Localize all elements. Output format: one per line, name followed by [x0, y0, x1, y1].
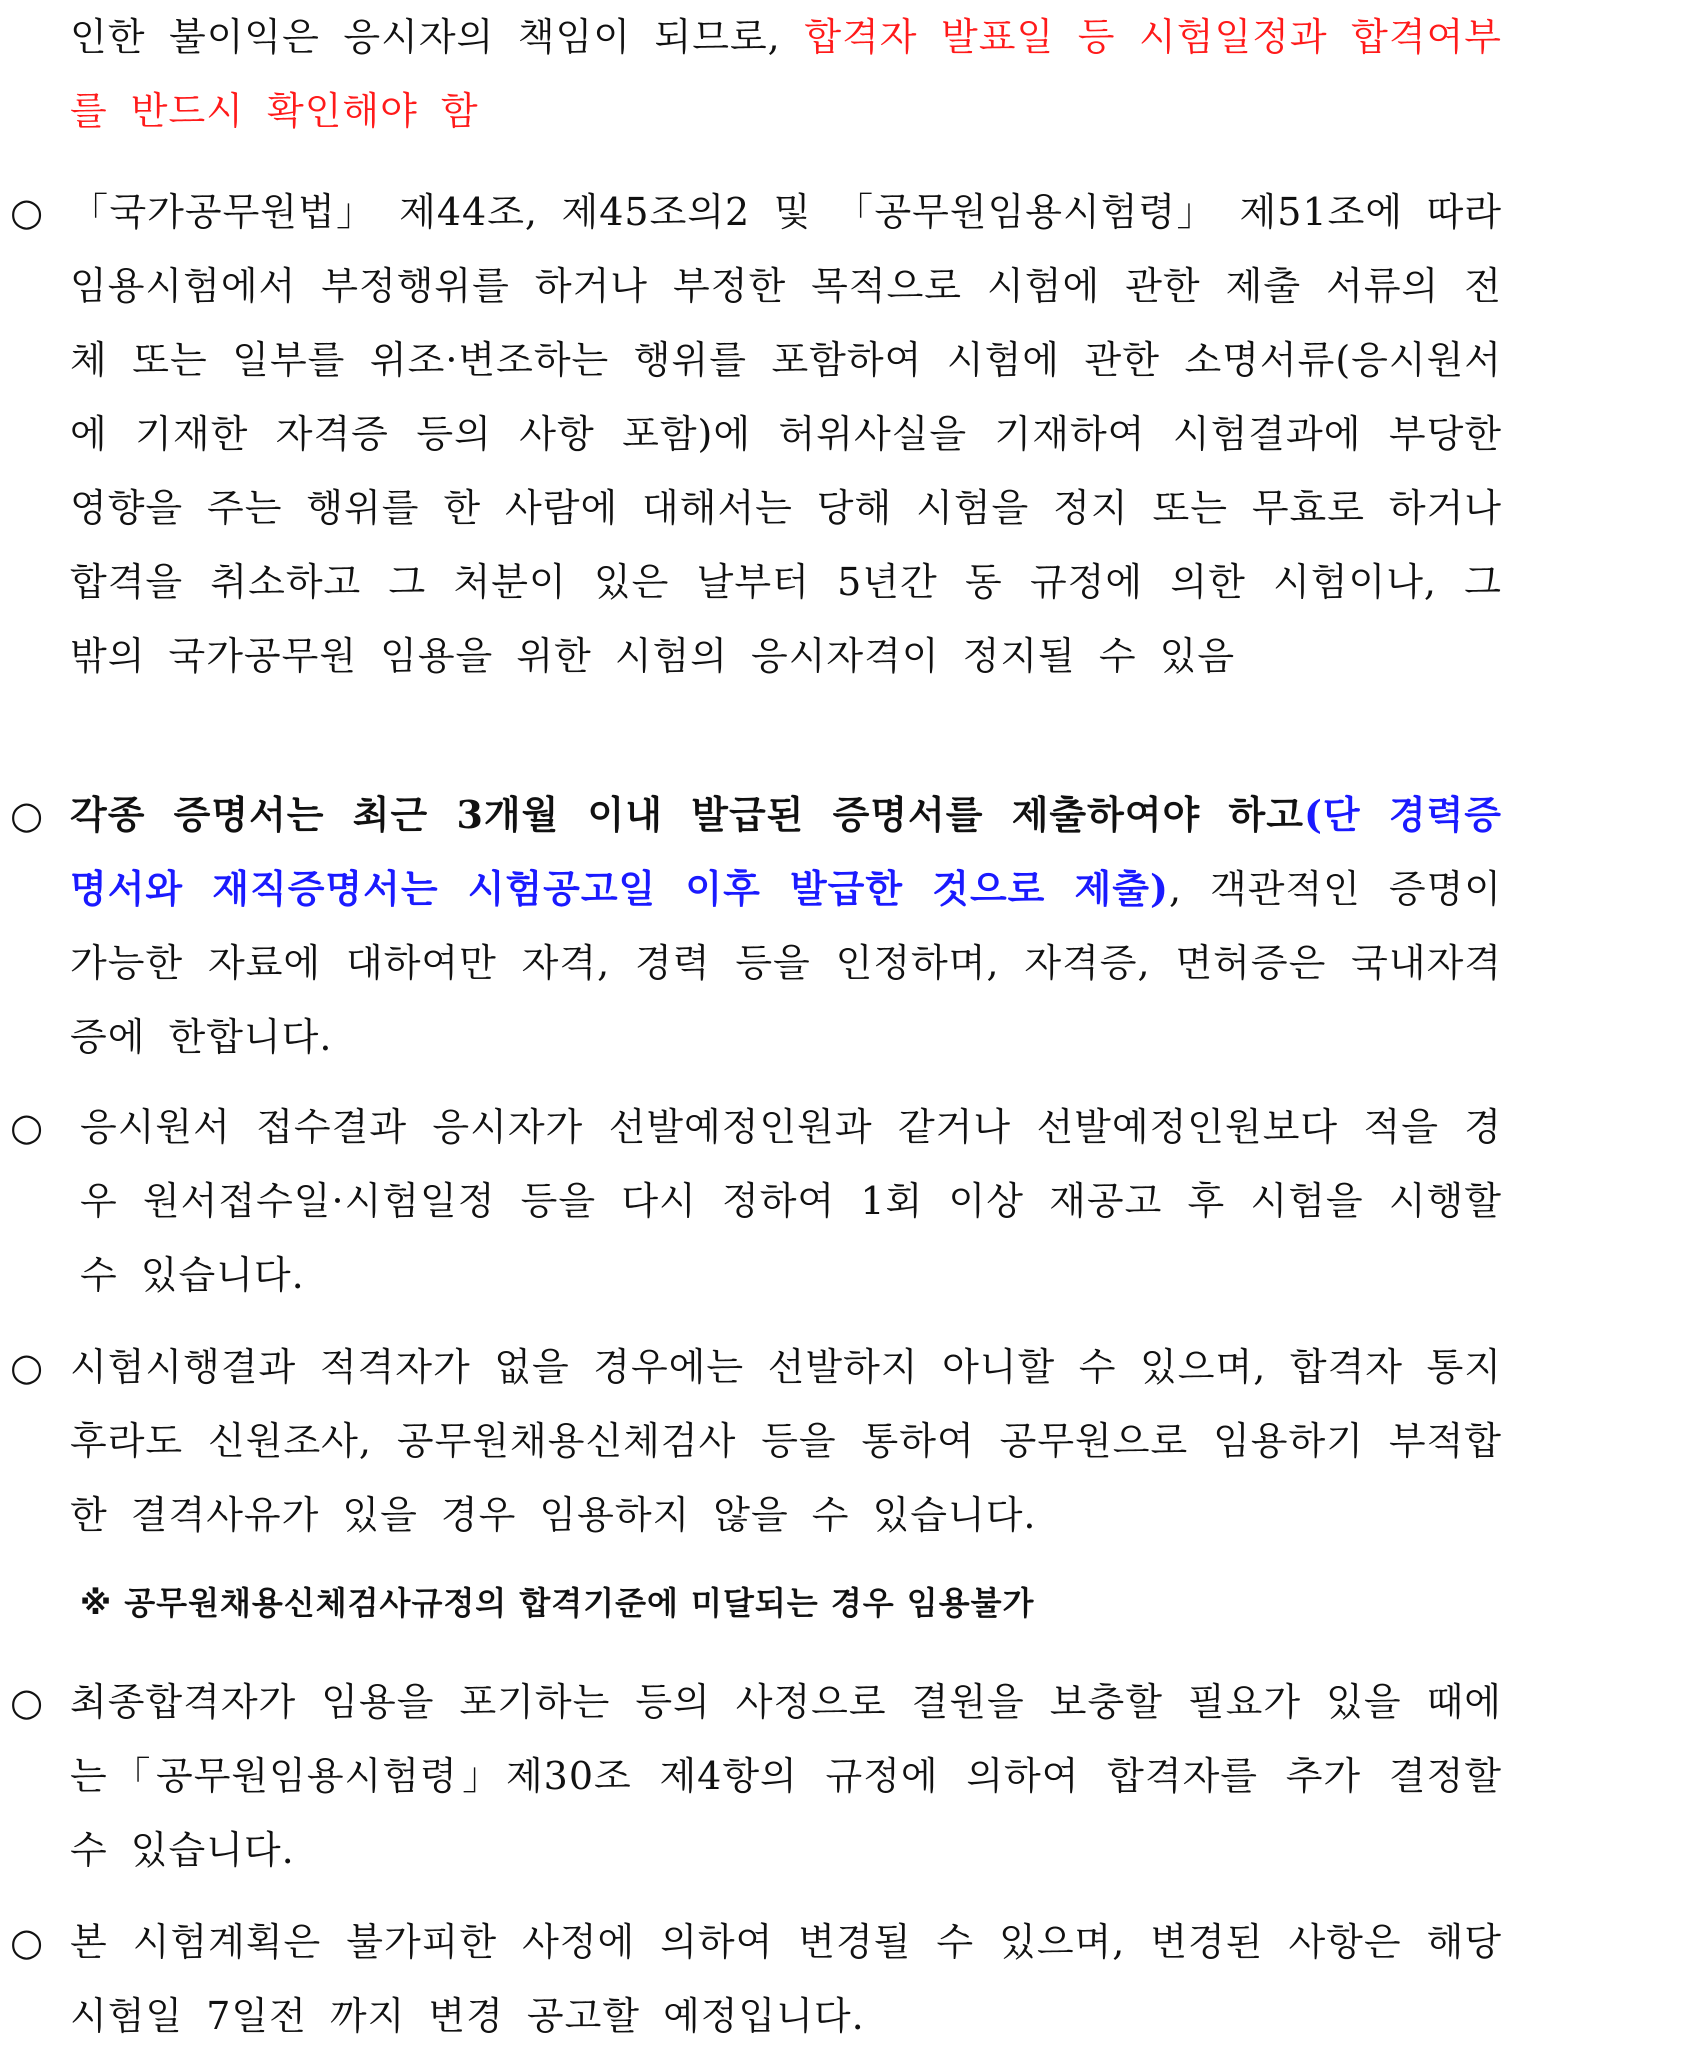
- continued-paragraph-text: [70, 0, 1502, 148]
- list-item-text: 시험시행결과 적격자가 없을 경우에는 선발하지 아니할 수 있으며, 합격자 통지 후라도 신원조사, 공무원채용신체검사 등을 통하여 공무원으로 임용하기 부적합한 결격사유가 있을 경우 임용하지 않을 수 있습니다.: [70, 1345, 1502, 1537]
- list-item-blue-text: (단 경력증명서와 재직증명서는 시험공고일 이후 발급한 것으로 제출): [70, 792, 1503, 911]
- continued-paragraph: [0, 0, 1502, 148]
- note-text: ※ 공무원채용신체검사규정의 합격기준에 미달되는 경우 임용불가: [80, 1584, 1035, 1622]
- list-item-text: 응시원서 접수결과 응시자가 선발예정인원과 같거나 선발예정인원보다 적을 경우 원서접수일·시험일정 등을 다시 정하여 1회 이상 재공고 후 시험을 시행할 수 있습니다.: [80, 1105, 1502, 1297]
- list-item-text: 「국가공무원법」 제44조, 제45조의2 및 「공무원임용시험령」 제51조에 따라 임용시험에서 부정행위를 하거나 부정한 목적으로 시험에 관한 제출 서류의 전체 또는 일부를 위조·변조하는 행위를 포함하여 시험에 관한 소명서류(응시원서에 기재한 자격증 등의 사항 포함)에 허위사실을 기재하여 시험결과에 부당한 영향을 주는 행위를 한 사람에 대해서는 당해 시험을 정지 또는 무효로 하거나 합격을 취소하고 그 처분이 있은 날부터 5년간 동 규정에 의한 시험이나, 그 밖의 국가공무원 임용을 위한 시험의 응시자격이 정지될 수 있음: [70, 190, 1502, 678]
- list-item: [0, 1665, 1502, 1887]
- circle-bullet-icon: ○: [10, 190, 44, 234]
- circle-bullet-icon: ○: [10, 1920, 44, 1964]
- list-item-text: [70, 778, 1502, 1074]
- continued-text-red-warning: 합격자 발표일 등 시험일정과 합격여부를 반드시 확인해야 함: [70, 15, 1502, 133]
- note-line: [0, 1565, 1034, 1633]
- circle-bullet-icon: ○: [10, 793, 44, 837]
- list-item: [0, 175, 1502, 693]
- circle-bullet-icon: ○: [10, 1680, 44, 1724]
- continued-text-plain: 인한 불이익은 응시자의 책임이 되므로,: [70, 15, 805, 59]
- list-item-text: 최종합격자가 임용을 포기하는 등의 사정으로 결원을 보충할 필요가 있을 때에는「공무원임용시험령」제30조 제4항의 규정에 의하여 합격자를 추가 결정할 수 있습니다.: [70, 1680, 1502, 1872]
- list-item: [0, 1090, 1502, 1312]
- list-item: [0, 1330, 1502, 1552]
- list-item-rest-text: , 객관적인 증명이 가능한 자료에 대하여만 자격, 경력 등을 인정하며, 자격증, 면허증은 국내자격증에 한합니다.: [70, 867, 1502, 1059]
- list-item: [0, 1905, 1502, 2053]
- list-item-text: 본 시험계획은 불가피한 사정에 의하여 변경될 수 있으며, 변경된 사항은 해당 시험일 7일전 까지 변경 공고할 예정입니다.: [70, 1920, 1502, 2038]
- list-item: [0, 778, 1502, 1074]
- list-item-bold-text: 각종 증명서는 최근 3개월 이내 발급된 증명서를 제출하여야 하고: [70, 792, 1304, 837]
- circle-bullet-icon: ○: [10, 1105, 44, 1149]
- circle-bullet-icon: ○: [10, 1345, 44, 1389]
